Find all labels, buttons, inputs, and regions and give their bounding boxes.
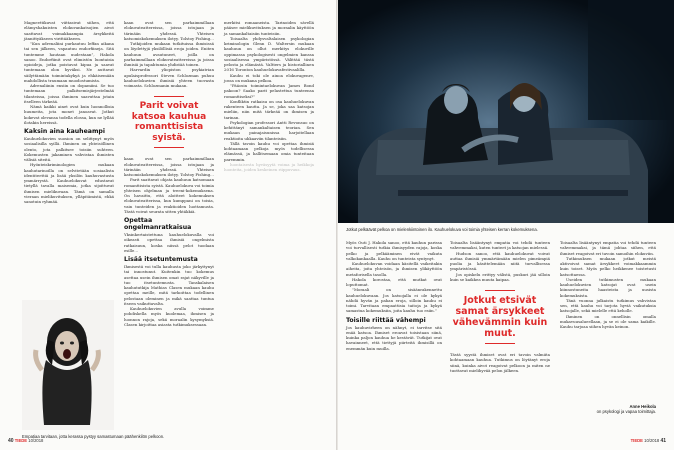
byline-role: on psykologi ja vapaa toimittaja. [596,409,656,414]
screaming-woman-photo [22,300,114,430]
left-page-number: 40 [8,438,14,444]
pull-quote-rule [485,343,515,344]
right-photo-caption: Jotkut pelkäävät pelkoa on mielenkiintoinen ilo. Kauhuelokuva voi toimia yhteisen kerran kokemuksena. [346,227,538,232]
left-magazine-name: TIEDE [14,438,28,443]
right-column-3 [560,240,656,329]
pull-quote-text: Jotkut etsivät samat ärsykkeet vähevämmin kuin muut. [452,295,548,339]
paragraph: Magneettikuvat viittasivat siihen, että elämyshakuisten elokuvankatsojien aivot saattavat voimakkaampia ärsykkeitä jännittyäkseen virittääkseen. [24,20,114,41]
paragraph: Ihminen on onnellisin omalla mukavuusalueellaan, ja se ei ole sama kaikille. Kauhu tarjoaa siihen hyvän keinon. [560,313,656,329]
paragraph: Kauhu ei toki ole ainoa elokuvagenre, jossa on mukana pelkoa. [224,72,314,83]
faded-paragraph: luontaisesta hyväsyytä voima ja heikkoja luonteita, joiden keskeinen riippuvuus. [224,161,314,172]
paragraph: Useiden tutkimusten mukaan kauhuelokuvien katsojat ovat usein kiinnostuneita haasteista ja uusista kokemuksista. [560,276,656,298]
right-magazine-name: TIEDE [630,438,643,443]
paragraph: Ihmisestä voi tulla kauhusta joko järkyttynyt tai innostunut. Kuitenkin tuo kokemus asettaa usein ihmisen omat rajat näkyville ja tuo itsetuntemusta. Tanskalaisen kauhututkija Mathias Clasen mukaan kauhu opettaa meille, mitä tarkoittaa todellinen pelostaan oleminen ja mikä saattaa tuntua itseen vaikuttavalta. [124,264,214,306]
paragraph: Parit saattavat ohjata kauhuun katsomaan romanttisista syistä. Kauhuelokuva voi toimia yhteisen ohjelman ja treeni-kokemuksena. On havaittu, että aloitteet kokemuksen elokuvateatterissa, kun kumppani on toisia, vain tunteiden ja reaktioiden luottamusta. Tästä voivat seurata sitten yhtäkkiä. [124,177,214,214]
left-column-2 [124,20,214,327]
right-page [338,0,674,450]
left-footer [8,438,43,444]
right-column-2 [450,240,550,373]
section-heading: Opettaa ongelmanratkaisua [124,217,192,231]
paragraph: Jos opiskelu erittyy välistä, puskuri jää silloin kuin se kaikkea muuta kaipaa. [450,271,550,282]
byline-name: Anne Heikola [629,404,656,409]
paragraph: ”Moraali on sisäänrakennettu kauhuelokuvaan. Jos katsojalla ei ole kykyä nähdä hyvän ja pahan eroja, silloin kauhu ei toimi. Tarvitaan empaattisia taitoja ja kykyä samastua kokemuksiin, joita kauhu tuo esiin.” [346,287,442,314]
paragraph: Kauhuelokuvien suosion on selittynyt myös sosiaalisilla syillä. Ihminen on yhteisöllinen olento, jota palkitsee toisiin suhteen. Kokemusten jakaminen vahvistaa ihmisten välisiä siteitä. [24,136,114,162]
paragraph: ”Pääosin toimintaelokuvan James Bond pakoon? Saako parit pelastettua tunteensa romanttiseksi?” [224,83,314,99]
paragraph: kaan ovat sen parhaimmillaan elokuvateattereissa, joissa istujaan ja tärinään yhdessä. Yhteisen katsomiskokemuksen ilotyy. Tolstoy Fishing... [124,156,214,177]
paragraph: Tästä syystä ihmiset ovat eri tavoin valmiita kohtaamaan kauhua. Tutkimus on löytänyt eroja siinä, kuinka aivot reagoivat pelkoon ja miten ne tuottavat mielihyvää pelon jälkeen. [450,352,550,373]
paragraph: Hudson sanoo, että kauhuelokuvat voivat auttaa ihmisiä ymmärtämään mielen pimeämpiä puolia ja käsittelemään niitä turvallisessa ympäristössä. [450,250,550,272]
left-page [0,0,336,450]
paragraph: Toisaalta lisääntynyt empatia voi tehdä tunteen vahvemmaksi, ja tämä johtaa siihen, että ihmiset reagoivat eri tavoin samoihin elokuviin. [560,240,656,256]
paragraph: Tällä tavoin kauhu voi opettaa ihmisiä kohtaamaan pelkoja myös todellisessa elämässä, ja hallitsemaan omia tunteitaan paremmin. [224,140,314,162]
paragraph: Adrenaliinin ensiin on dopamiini. Se tuo tuntemaan palkitsemisjärjestelmää tilanteissa, joissa ihminen saavuttaa jotain itselleen tärkeää. [24,83,114,104]
paragraph: Jos kauhuvirheen on nähnyt, ei tarvitse sitä enää katsoa. Ihmiset eroavat toisistaan siinä, kuinka paljon kauhua he kestävät. Tutkijat ovat havainneet, että tiettyjä piirteitä ihmisillä on enemmän kuin muilla. [346,324,442,351]
paragraph: Tutkijoiden mukaan tutkituissa ihmisissä on löydettyjä yksilöllisiä eroja joiden. Eniten kauhuun avautuneet, joilla on parhaimmillaan elokuvateattereissa ja joissa ihmisiä ja tapahtumia yhdistää toinen. [124,41,214,67]
paragraph: Kauhuelokuvan voidaan käsitellä vaikeitakin aiheita, joita yhteisön, ja ihmisen ylikäyttöön metaforisella tasolla. [346,261,442,277]
right-footer [631,438,666,444]
paragraph: kaan ovat sen parhaimmillaan elokuvateattereissa, joissa istujaan ja tärinään yhdessä. Yhteisen katsomiskokemuksen ilotyy. Tolstoy Fishing... [124,20,214,41]
paragraph: Tutkimuksen mukaan jotkut meistä aktivoivat samat ärsykkeet voimakkaammin kuin toiset. Myös pelko heikkenee toistetusti katsottaessa. [560,255,656,277]
paragraph: Harvardin yliopiston psykiatrian apulaisprofessori Steven Schlozman puhuu kauhuelokuvien ihmisiä yhteen tuovasta voimasta. Schlozmanin mukaan. [124,67,214,88]
right-column-1 [346,240,442,351]
left-column-3 [224,20,314,172]
paragraph: Yksinkertaistettuna kauhuelokuvalla voi oikeasti opettaa ihmisiä ongelmista ratkaisuun, koska niissä pelot tuodaan esille... [124,232,214,253]
paragraph: Tänä vuonna julkaistu tutkimus vahvistaa sen, että kauhu voi tarjota hyviä vaikutuksia katsojalle, sekä mielelle että keholle. [560,297,656,314]
pull-quote [124,96,214,148]
left-issue: 10/2018 [28,438,44,443]
paragraph: ”Kun adrenaliini purkautuu leffan aikana tai sen jälkeen, vapautuu endorfiineja. Sitä tuntemme hautaan uudestaan”, Hakola sanoo. Endorfiinit ovat elimistön luontaisia opioideja, jotka poistavat kipua ja saavat tuntemaan olon hyväksi. Ne auttavat säilyttämään toimintakykyä ja ehkäisemään mahdollista traumaan muodostumista. [24,41,114,83]
paragraph: Myös Outi J. Hakola sanoo, että kauhun parissa voi turvallisesti tutkia ihmisyyden rajoja, koska pelko ja pelkääminen eivät vaikuta valkokankaalla. Kauhu on tunteista syntynyt. [346,240,442,261]
right-page-number: 41 [660,438,666,444]
paragraph: Kauhuelokuvien avulla voimme pohdiskella myös kuolemaa, ihmisen ja luonnon rajoja, sekä moraalin kysymyksiä. Clasen kirjoittaa asiasta tutkimuksessaan. [124,306,214,327]
section-heading: Toisille riittää vähempi [346,316,426,324]
paragraph: Hyönteiskriminologien mukaan kauhutarinoilla on selvitetään sosiaalista identiteettiä ja lisää yksilön kauhuvastusta ymmärrystä. Kauhuelokuvat edustavat tietyllä tavalla maisemia, jotka sijoittuvat ihmisen mielikuvaan. Tämä on samalla vieraan mielikuvituksen, ylläpitämistä, ehkä sanotuin ryhmää. [24,162,114,204]
section-heading: Lisää itsetuntemusta [124,256,198,263]
left-photo-caption: Empatiaa tarvitaan, jotta kerassa pystyy samastumaan päähenkilön pelkoon. [22,434,165,439]
right-issue: 10/2018 [644,438,660,443]
couple-on-couch-photo [338,0,674,223]
pull-quote [450,290,550,344]
paragraph: Nämä kaikki ainet ovat kuin luonnollisia huumeita, jota monet janoavat. Jotkut kokevat olevansa todella elossa, kun ne lyllää ilotakin hereissä. [24,104,114,125]
pull-quote-text: Parit voivat katsoa kauhua romanttisista syistä. [131,101,207,143]
paragraph: Hakola korostaa, että mutkat ovat loputtomat. [346,276,442,287]
paragraph: Toisaalta lisääntynyt empatia voi tehdä tunteen vahvemmaksi, kuten tunteet ja katsojan mielessä. [450,240,550,251]
paragraph: Psykologian professori Antti Revonsuo on kehittänyt samankaltaisen teorian. Sen mukaan painajaisunissa harjoitellaan reaktioita uhkaaviin tilanteisiin. [224,119,314,141]
paragraph: merkitsi romaaneista. Tarinoiden sävellä pääsee mielikuvituksen ja moraalin käyttöön ja samankaltaisiin tunteisiin. [224,20,314,36]
pull-quote-rule [154,96,184,97]
paragraph: Konfliktin ratkaisu on osa kauhuelokuvan rakenteen kautta. Ja se, joka saa katsojan mieliin, niin mitä tärkeää on ihmisen ja tarinan. [224,98,314,120]
pull-quote-rule [154,147,184,148]
left-column-1 [24,20,114,204]
section-heading: Kaksin aina kauheampi [24,128,105,135]
byline [560,404,656,414]
paragraph: Toisaalta yhdysvaltalaisen psykologian kriminologin Glenn D. Waltersin mukaan kauhuun on ollut merkitys elokuville oppimassa psykologisesti ongelmien kanssa sosiaalisessa ympäristössä. Välittää tästä pelosta ja elämästä. Valtters ja historiallinen 2016 Toronton kauhuelokuvafestivaalilla. [224,35,314,73]
pull-quote-rule [485,290,515,291]
